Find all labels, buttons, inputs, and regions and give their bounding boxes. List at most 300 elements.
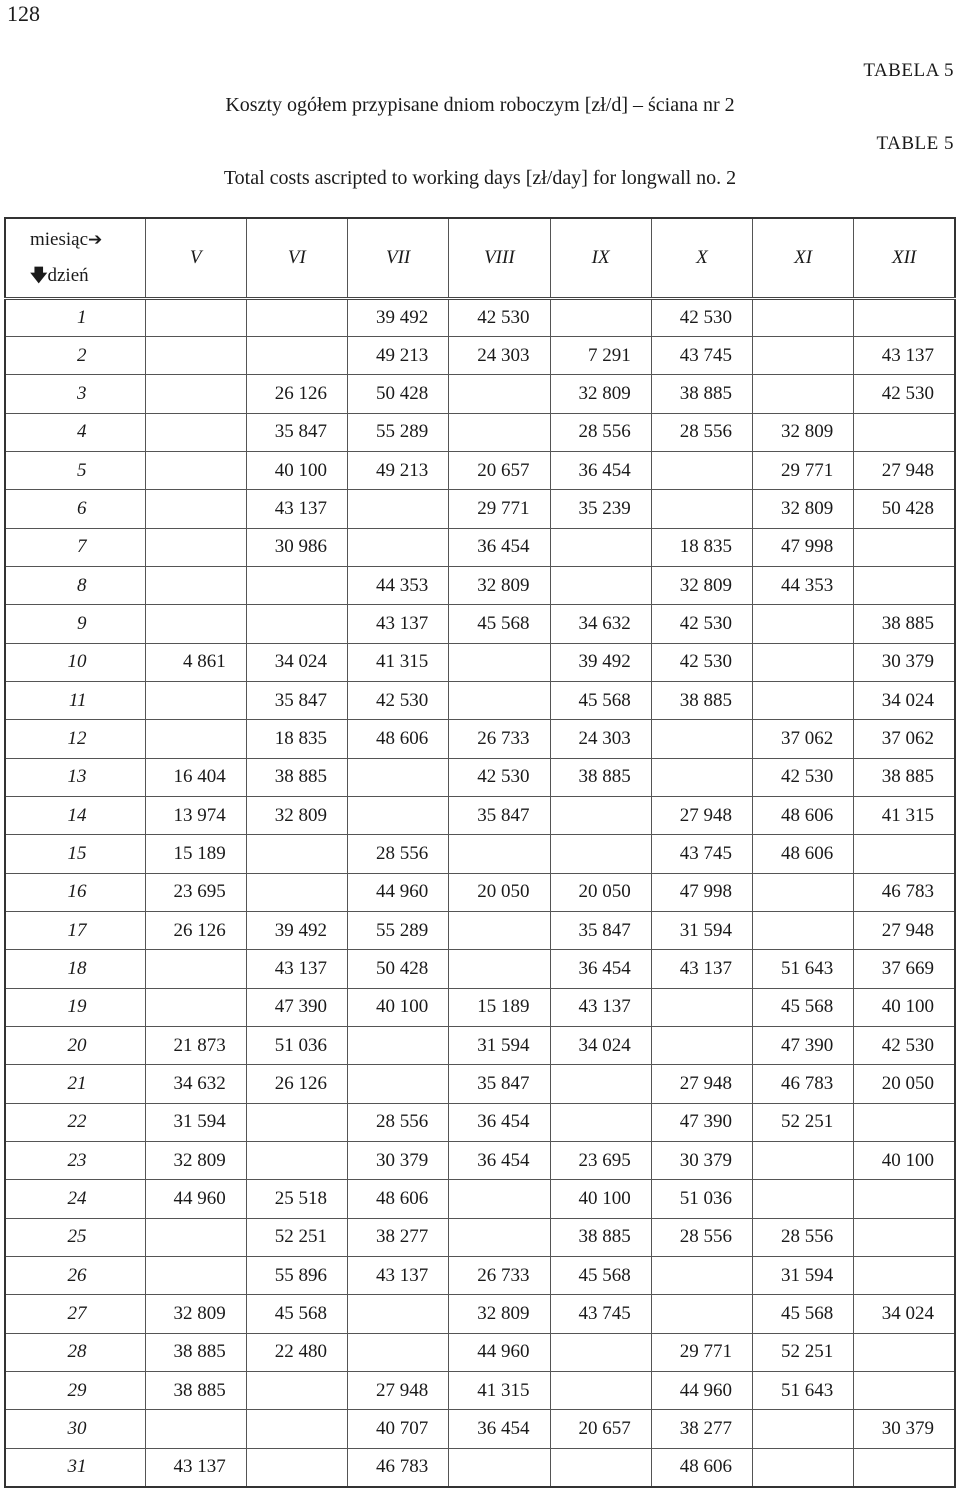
cost-cell: 41 315 xyxy=(348,643,449,681)
cost-cell: 44 960 xyxy=(348,873,449,911)
cost-cell: 23 695 xyxy=(550,1142,651,1180)
cost-cell: 40 100 xyxy=(550,1180,651,1218)
cost-cell: 28 556 xyxy=(753,1218,854,1256)
day-axis-label xyxy=(30,258,145,294)
cost-cell xyxy=(246,1103,347,1141)
day-cell: 19 xyxy=(5,988,145,1026)
cost-cell xyxy=(753,643,854,681)
cost-cell: 35 239 xyxy=(550,490,651,528)
cost-cell: 47 998 xyxy=(651,873,752,911)
cost-cell: 38 885 xyxy=(854,605,955,643)
cost-cell: 37 669 xyxy=(854,950,955,988)
cost-cell xyxy=(854,1372,955,1410)
cost-cell: 31 594 xyxy=(753,1257,854,1295)
cost-cell: 32 809 xyxy=(246,796,347,834)
cost-cell: 52 251 xyxy=(246,1218,347,1256)
table-row xyxy=(5,1295,955,1333)
cost-cell: 31 594 xyxy=(145,1103,246,1141)
cost-cell xyxy=(651,1257,752,1295)
table-row xyxy=(5,950,955,988)
cost-cell: 31 594 xyxy=(449,1027,550,1065)
cost-cell: 46 783 xyxy=(753,1065,854,1103)
cost-cell xyxy=(449,1448,550,1486)
cost-cell xyxy=(145,298,246,336)
table-row xyxy=(5,1180,955,1218)
cost-cell: 30 379 xyxy=(348,1142,449,1180)
cost-cell: 34 024 xyxy=(854,1295,955,1333)
cost-cell: 40 100 xyxy=(854,1142,955,1180)
cost-cell xyxy=(651,758,752,796)
cost-cell: 43 137 xyxy=(651,950,752,988)
cost-cell xyxy=(854,1180,955,1218)
corner-header-cell xyxy=(5,218,145,298)
cost-cell: 47 390 xyxy=(246,988,347,1026)
table-row xyxy=(5,720,955,758)
cost-cell xyxy=(651,988,752,1026)
cost-cell: 13 974 xyxy=(145,796,246,834)
cost-cell: 52 251 xyxy=(753,1103,854,1141)
day-cell: 23 xyxy=(5,1142,145,1180)
table-row xyxy=(5,490,955,528)
cost-cell: 20 050 xyxy=(449,873,550,911)
cost-cell: 28 556 xyxy=(651,413,752,451)
cost-cell xyxy=(753,1448,854,1486)
cost-cell: 36 454 xyxy=(449,1410,550,1448)
cost-cell: 20 050 xyxy=(854,1065,955,1103)
cost-cell: 35 847 xyxy=(246,413,347,451)
cost-cell: 16 404 xyxy=(145,758,246,796)
cost-cell xyxy=(550,1448,651,1486)
table-row xyxy=(5,336,955,374)
cost-cell: 39 492 xyxy=(550,643,651,681)
cost-cell: 26 733 xyxy=(449,720,550,758)
cost-cell: 18 835 xyxy=(246,720,347,758)
cost-cell: 32 809 xyxy=(145,1295,246,1333)
month-header: XI xyxy=(753,218,854,298)
arrow-down-icon: 🡇 xyxy=(30,265,48,286)
cost-cell: 36 454 xyxy=(449,1142,550,1180)
cost-cell: 55 896 xyxy=(246,1257,347,1295)
cost-cell xyxy=(145,681,246,719)
cost-cell: 49 213 xyxy=(348,336,449,374)
cost-cell: 27 948 xyxy=(854,451,955,489)
cost-cell: 45 568 xyxy=(550,1257,651,1295)
table-row xyxy=(5,451,955,489)
cost-cell: 45 568 xyxy=(753,988,854,1026)
cost-cell xyxy=(348,758,449,796)
table-row xyxy=(5,835,955,873)
cost-cell xyxy=(246,298,347,336)
table-row xyxy=(5,796,955,834)
day-cell: 11 xyxy=(5,681,145,719)
cost-cell xyxy=(449,1180,550,1218)
cost-cell xyxy=(145,566,246,604)
table-row xyxy=(5,1410,955,1448)
cost-cell: 49 213 xyxy=(348,451,449,489)
cost-cell: 43 137 xyxy=(246,950,347,988)
cost-cell: 38 885 xyxy=(651,375,752,413)
cost-cell: 34 632 xyxy=(550,605,651,643)
cost-cell: 38 885 xyxy=(651,681,752,719)
cost-cell: 43 137 xyxy=(348,1257,449,1295)
table-row xyxy=(5,873,955,911)
cost-cell: 45 568 xyxy=(753,1295,854,1333)
cost-cell: 22 480 xyxy=(246,1333,347,1371)
cost-cell: 44 353 xyxy=(753,566,854,604)
day-cell: 14 xyxy=(5,796,145,834)
cost-cell: 55 289 xyxy=(348,912,449,950)
cost-cell xyxy=(550,528,651,566)
cost-cell: 42 530 xyxy=(449,298,550,336)
cost-cell xyxy=(348,1027,449,1065)
cost-cell xyxy=(550,1372,651,1410)
cost-cell: 47 390 xyxy=(753,1027,854,1065)
cost-cell: 55 289 xyxy=(348,413,449,451)
cost-cell xyxy=(854,528,955,566)
cost-cell: 32 809 xyxy=(753,413,854,451)
cost-cell: 43 137 xyxy=(854,336,955,374)
cost-cell xyxy=(550,835,651,873)
cost-cell: 36 454 xyxy=(449,1103,550,1141)
table-row xyxy=(5,1448,955,1486)
cost-cell: 51 643 xyxy=(753,1372,854,1410)
cost-cell xyxy=(145,1410,246,1448)
cost-cell: 29 771 xyxy=(753,451,854,489)
cost-cell: 20 657 xyxy=(449,451,550,489)
day-cell: 22 xyxy=(5,1103,145,1141)
cost-cell: 26 126 xyxy=(246,1065,347,1103)
cost-cell: 29 771 xyxy=(651,1333,752,1371)
cost-cell xyxy=(854,1448,955,1486)
cost-cell: 42 530 xyxy=(854,1027,955,1065)
table-row xyxy=(5,605,955,643)
month-header: VI xyxy=(246,218,347,298)
cost-cell xyxy=(753,298,854,336)
table-title-en-text: Total costs ascripted to working days [zł/day] for longwall no. 2 xyxy=(223,167,737,189)
cost-cell: 52 251 xyxy=(753,1333,854,1371)
cost-cell xyxy=(145,950,246,988)
cost-cell: 37 062 xyxy=(854,720,955,758)
table-row xyxy=(5,758,955,796)
cost-cell: 30 379 xyxy=(854,643,955,681)
cost-cell xyxy=(854,1333,955,1371)
cost-cell xyxy=(753,375,854,413)
cost-cell xyxy=(753,873,854,911)
table-row xyxy=(5,1065,955,1103)
cost-cell xyxy=(854,1103,955,1141)
cost-cell: 28 556 xyxy=(550,413,651,451)
cost-cell: 35 847 xyxy=(246,681,347,719)
cost-cell: 42 530 xyxy=(753,758,854,796)
cost-cell: 41 315 xyxy=(854,796,955,834)
cost-cell xyxy=(348,1333,449,1371)
month-axis-label xyxy=(30,222,145,258)
cost-cell: 41 315 xyxy=(449,1372,550,1410)
cost-cell: 32 809 xyxy=(449,1295,550,1333)
cost-cell xyxy=(449,643,550,681)
cost-cell: 42 530 xyxy=(651,298,752,336)
cost-cell: 47 998 xyxy=(753,528,854,566)
cost-cell xyxy=(145,988,246,1026)
day-cell: 29 xyxy=(5,1372,145,1410)
table-title-pl-text: Koszty ogółem przypisane dniom roboczym [zł/d] – ściana nr 2 xyxy=(225,94,735,116)
day-cell: 17 xyxy=(5,912,145,950)
cost-cell: 34 024 xyxy=(550,1027,651,1065)
cost-cell: 40 707 xyxy=(348,1410,449,1448)
cost-cell xyxy=(145,720,246,758)
cost-cell: 39 492 xyxy=(246,912,347,950)
cost-cell xyxy=(550,796,651,834)
cost-cell xyxy=(854,1218,955,1256)
cost-cell: 28 556 xyxy=(348,835,449,873)
cost-cell xyxy=(651,1295,752,1333)
cost-cell xyxy=(145,336,246,374)
cost-cell: 39 492 xyxy=(348,298,449,336)
cost-cell: 45 568 xyxy=(246,1295,347,1333)
cost-cell: 27 948 xyxy=(854,912,955,950)
cost-cell: 26 126 xyxy=(145,912,246,950)
cost-cell: 18 835 xyxy=(651,528,752,566)
day-cell: 10 xyxy=(5,643,145,681)
day-cell: 3 xyxy=(5,375,145,413)
cost-cell: 48 606 xyxy=(753,796,854,834)
cost-cell: 43 137 xyxy=(348,605,449,643)
cost-cell xyxy=(651,1027,752,1065)
cost-cell xyxy=(145,528,246,566)
cost-cell: 30 379 xyxy=(854,1410,955,1448)
table-row xyxy=(5,1257,955,1295)
cost-cell: 43 745 xyxy=(651,835,752,873)
cost-cell: 46 783 xyxy=(348,1448,449,1486)
cost-cell: 51 036 xyxy=(651,1180,752,1218)
table-row xyxy=(5,1142,955,1180)
cost-cell: 29 771 xyxy=(449,490,550,528)
table-row xyxy=(5,643,955,681)
day-cell: 15 xyxy=(5,835,145,873)
cost-cell: 21 873 xyxy=(145,1027,246,1065)
cost-cell: 31 594 xyxy=(651,912,752,950)
cost-cell: 4 861 xyxy=(145,643,246,681)
cost-cell: 36 454 xyxy=(550,950,651,988)
cost-cell: 44 960 xyxy=(449,1333,550,1371)
cost-cell: 43 137 xyxy=(246,490,347,528)
cost-cell xyxy=(854,413,955,451)
cost-cell: 26 126 xyxy=(246,375,347,413)
cost-cell xyxy=(145,605,246,643)
cost-cell: 42 530 xyxy=(651,605,752,643)
cost-cell: 34 024 xyxy=(246,643,347,681)
cost-cell: 20 050 xyxy=(550,873,651,911)
cost-cell: 34 024 xyxy=(854,681,955,719)
cost-cell: 20 657 xyxy=(550,1410,651,1448)
cost-cell: 38 885 xyxy=(854,758,955,796)
cost-cell: 51 036 xyxy=(246,1027,347,1065)
month-label: miesiąc xyxy=(30,228,89,250)
day-cell: 2 xyxy=(5,336,145,374)
cost-cell xyxy=(246,336,347,374)
cost-cell xyxy=(449,413,550,451)
cost-cell xyxy=(854,566,955,604)
table-row xyxy=(5,413,955,451)
cost-cell xyxy=(753,336,854,374)
cost-cell: 15 189 xyxy=(145,835,246,873)
cost-cell: 26 733 xyxy=(449,1257,550,1295)
cost-cell xyxy=(145,451,246,489)
page-number: 128 xyxy=(7,1,40,26)
day-cell: 21 xyxy=(5,1065,145,1103)
cost-cell xyxy=(246,605,347,643)
cost-cell xyxy=(651,451,752,489)
cost-cell: 38 885 xyxy=(550,758,651,796)
cost-cell: 43 137 xyxy=(550,988,651,1026)
cost-cell xyxy=(449,681,550,719)
table-body xyxy=(5,298,955,1487)
day-cell: 18 xyxy=(5,950,145,988)
cost-cell: 36 454 xyxy=(449,528,550,566)
cost-cell xyxy=(550,1065,651,1103)
table-row xyxy=(5,298,955,336)
day-label: dzień xyxy=(47,264,89,286)
cost-cell: 45 568 xyxy=(449,605,550,643)
table-row xyxy=(5,988,955,1026)
table-row xyxy=(5,1027,955,1065)
cost-cell: 47 390 xyxy=(651,1103,752,1141)
cost-cell: 32 809 xyxy=(550,375,651,413)
cost-cell: 24 303 xyxy=(449,336,550,374)
cost-cell: 42 530 xyxy=(348,681,449,719)
cost-cell: 23 695 xyxy=(145,873,246,911)
cost-cell xyxy=(246,1372,347,1410)
cost-cell xyxy=(550,298,651,336)
cost-cell: 44 353 xyxy=(348,566,449,604)
cost-cell: 35 847 xyxy=(449,1065,550,1103)
table-title-pl xyxy=(0,94,960,117)
cost-cell: 30 379 xyxy=(651,1142,752,1180)
day-cell: 8 xyxy=(5,566,145,604)
table-row xyxy=(5,1103,955,1141)
cost-cell: 7 291 xyxy=(550,336,651,374)
day-cell: 28 xyxy=(5,1333,145,1371)
cost-cell xyxy=(246,1410,347,1448)
cost-cell: 38 885 xyxy=(246,758,347,796)
cost-cell: 48 606 xyxy=(753,835,854,873)
cost-cell: 25 518 xyxy=(246,1180,347,1218)
month-header: IX xyxy=(550,218,651,298)
day-cell: 13 xyxy=(5,758,145,796)
cost-cell: 42 530 xyxy=(854,375,955,413)
cost-cell xyxy=(145,375,246,413)
cost-cell: 43 745 xyxy=(550,1295,651,1333)
cost-cell xyxy=(651,490,752,528)
cost-cell xyxy=(246,566,347,604)
cost-cell: 50 428 xyxy=(348,375,449,413)
cost-cell: 46 783 xyxy=(854,873,955,911)
day-cell: 31 xyxy=(5,1448,145,1486)
cost-cell xyxy=(854,835,955,873)
table-row xyxy=(5,1372,955,1410)
cost-cell xyxy=(651,720,752,758)
month-header: VIII xyxy=(449,218,550,298)
cost-cell: 40 100 xyxy=(246,451,347,489)
cost-cell: 27 948 xyxy=(651,796,752,834)
cost-cell: 32 809 xyxy=(651,566,752,604)
cost-cell: 38 277 xyxy=(348,1218,449,1256)
table-label-en: TABLE 5 xyxy=(876,133,954,154)
month-header: VII xyxy=(348,218,449,298)
cost-cell: 35 847 xyxy=(550,912,651,950)
cost-cell: 42 530 xyxy=(449,758,550,796)
cost-cell: 28 556 xyxy=(348,1103,449,1141)
cost-cell: 32 809 xyxy=(753,490,854,528)
day-cell: 16 xyxy=(5,873,145,911)
cost-cell: 32 809 xyxy=(449,566,550,604)
cost-cell: 36 454 xyxy=(550,451,651,489)
cost-cell xyxy=(348,490,449,528)
cost-cell: 48 606 xyxy=(348,720,449,758)
cost-cell xyxy=(753,605,854,643)
cost-cell: 45 568 xyxy=(550,681,651,719)
cost-cell xyxy=(348,1295,449,1333)
arrow-right-icon: ➔ xyxy=(88,229,103,250)
cost-cell xyxy=(550,1333,651,1371)
cost-cell: 37 062 xyxy=(753,720,854,758)
table-label-pl: TABELA 5 xyxy=(863,60,954,81)
day-cell: 6 xyxy=(5,490,145,528)
day-cell: 9 xyxy=(5,605,145,643)
cost-cell: 48 606 xyxy=(348,1180,449,1218)
cost-cell: 40 100 xyxy=(348,988,449,1026)
cost-cell xyxy=(854,1257,955,1295)
cost-cell xyxy=(550,566,651,604)
cost-cell: 40 100 xyxy=(854,988,955,1026)
table-row xyxy=(5,375,955,413)
month-header: XII xyxy=(854,218,955,298)
cost-cell xyxy=(145,1257,246,1295)
day-cell: 1 xyxy=(5,298,145,336)
cost-cell xyxy=(246,835,347,873)
cost-cell: 42 530 xyxy=(651,643,752,681)
day-cell: 5 xyxy=(5,451,145,489)
table-title-en xyxy=(0,167,960,190)
day-cell: 27 xyxy=(5,1295,145,1333)
table-row xyxy=(5,681,955,719)
cost-cell: 50 428 xyxy=(348,950,449,988)
cost-cell: 38 885 xyxy=(145,1333,246,1371)
day-cell: 26 xyxy=(5,1257,145,1295)
costs-table xyxy=(4,217,956,1488)
cost-cell: 51 643 xyxy=(753,950,854,988)
cost-cell xyxy=(449,835,550,873)
day-cell: 24 xyxy=(5,1180,145,1218)
day-cell: 7 xyxy=(5,528,145,566)
cost-cell: 24 303 xyxy=(550,720,651,758)
table-row xyxy=(5,1218,955,1256)
table-row xyxy=(5,912,955,950)
cost-cell: 32 809 xyxy=(145,1142,246,1180)
cost-cell xyxy=(348,1065,449,1103)
header-row xyxy=(5,218,955,298)
cost-cell xyxy=(145,1218,246,1256)
cost-cell: 28 556 xyxy=(651,1218,752,1256)
cost-cell: 27 948 xyxy=(348,1372,449,1410)
day-cell: 25 xyxy=(5,1218,145,1256)
cost-cell xyxy=(246,1448,347,1486)
cost-cell: 30 986 xyxy=(246,528,347,566)
cost-cell xyxy=(550,1103,651,1141)
day-cell: 20 xyxy=(5,1027,145,1065)
cost-cell xyxy=(246,1142,347,1180)
cost-cell xyxy=(753,1142,854,1180)
